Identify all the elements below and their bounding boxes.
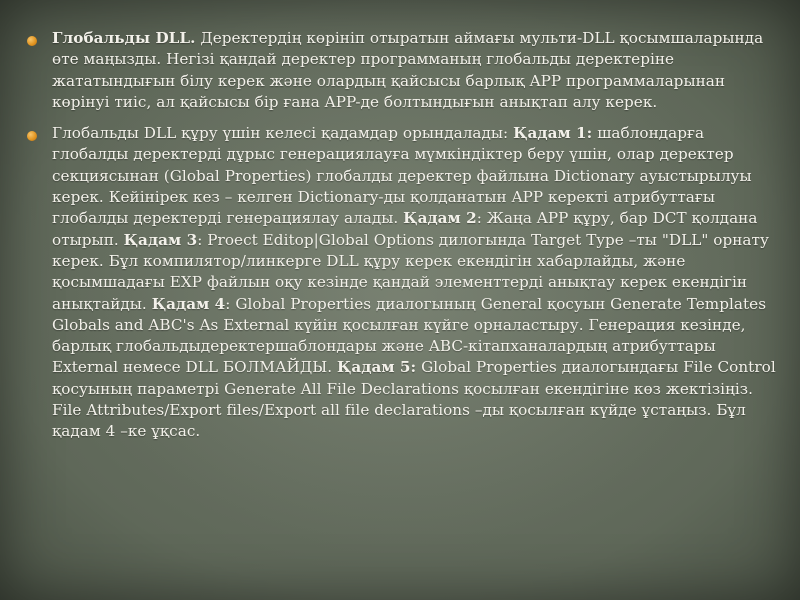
step5-label: Қадам 5:	[336, 358, 417, 377]
bullet-dot-icon	[27, 36, 37, 46]
step2-text: : Жаңа APP құру, бар DCT қолдана отырып.	[52, 209, 758, 249]
steps-intro: Глобальды DLL құру үшін келесі қадамдар орындалады:	[52, 124, 514, 143]
step1-text: шаблондарға глобалды деректерді дұрыс генерациялауға мүмкіндіктер беру үшін, олар деректер секциясынан (Global Properties) глобалды деректер файлына Dictionary ауыстырылуы керек. Кейінірек кез – келген Dictionary-ды қолданатын APP керекті атрибуттағы глобалды деректерді генерациялау алады.	[52, 124, 752, 228]
step3-text: : Proect Editop|Global Options дилогында Target Type –ты "DLL" орнату керек. Бұл компилятор/линкерге DLL құру керек екендігін хабарлайды, және қосымшадағы EXP файлын оқу кезінде қандай элементтерді анықтау керек екендігін анықтайды.	[52, 230, 769, 313]
bullet-list	[26, 28, 778, 453]
bullet-item-steps	[26, 123, 778, 442]
step1-label: Қадам 1:	[513, 124, 593, 143]
step2-label: Қадам 2	[403, 209, 477, 228]
bullet-item-global-dll	[26, 28, 778, 113]
step4-label: Қадам 4	[151, 294, 226, 313]
bullet-dot-icon	[27, 131, 37, 141]
paragraph-text: Деректердің көрініп отыратын аймағы мульти-DLL қосымшаларында өте маңызды. Негізі қандай деректер программаның глобальды деректеріне жататындығын білу керек және олардың қайсысы барлық APP программаларынан көрінуі тиіс, ал қайсысы бір ғана APP-де болтындығын анықтап алу керек.	[52, 29, 764, 111]
step4-text: : Global Properties диалогының General қосуын Generate Templates Globals and ABC's As External күйін қосылған күйге орналастыру. Генерация кезінде, барлық глобальдыдеректершаблондары және ABC-кітапханалардың атрибуттары External немесе DLL БОЛМАЙДЫ.	[52, 294, 767, 377]
step3-label: Қадам 3	[123, 230, 198, 249]
paragraph-steps	[52, 123, 778, 442]
bold-lead: Глобальды DLL.	[52, 29, 196, 47]
step5-text: Global Properties диалогындағы File Control қосуының параметрі Generate All File Declarations қосылған екендігіне көз жектізіңіз. File Attributes/Export files/Export all file declarations –ды қосылған күйде ұстаңыз. Бұл қадам 4 –ке ұқсас.	[52, 358, 776, 441]
paragraph-global-dll	[52, 28, 778, 113]
